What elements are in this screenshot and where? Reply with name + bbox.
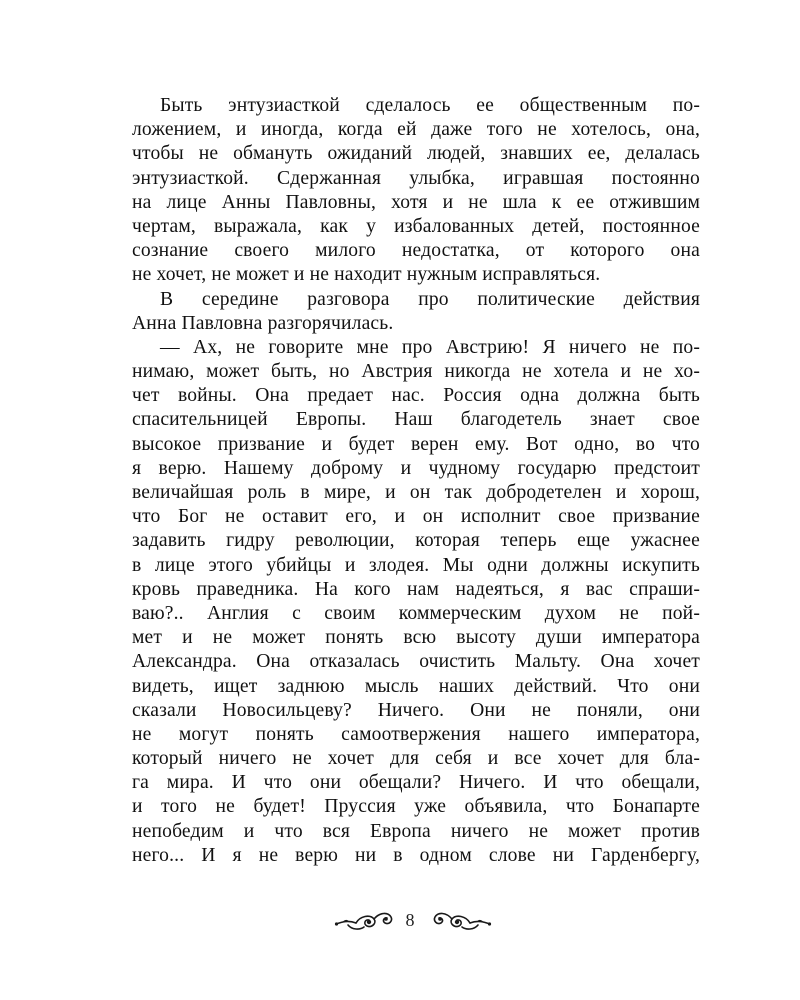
- text-line: Быть энтузиасткой сделалось ее общественным по-: [160, 95, 700, 116]
- text-line: в лице этого убийцы и злодея. Мы одни должны искупить: [132, 554, 700, 576]
- text-line: видеть, ищет заднюю мысль наших действий. Что они: [132, 675, 700, 697]
- text-line: га мира. И что они обещали? Ничего. И что обещали,: [132, 772, 700, 794]
- text-line: ваю?.. Англия с своим коммерческим духом не пой-: [132, 602, 700, 624]
- text-line: В середине разговора про политические действия: [160, 288, 700, 310]
- text-line: мет и не может понять всю высоту души императора: [132, 627, 700, 649]
- text-line: чет войны. Она предает нас. Россия одна должна быть: [132, 385, 700, 407]
- flourish-right-icon: [432, 908, 492, 934]
- text-line: непобедим и что вся Европа ничего не может против: [132, 820, 700, 842]
- text-line: чтобы не обмануть ожиданий людей, знавших ее, делалась: [132, 143, 700, 165]
- text-line: и того не будет! Пруссия уже объявила, что Бонапарте: [132, 796, 700, 818]
- page-footer: [0, 902, 800, 942]
- text-line: который ничего не хочет для себя и все хочет для бла-: [132, 748, 700, 770]
- text-line: нимаю, может быть, но Австрия никогда не хотела и не хо-: [132, 361, 700, 383]
- text-line: не могут понять самоотвержения нашего императора,: [132, 723, 700, 745]
- text-line: высокое призвание и будет верен ему. Вот одно, во что: [132, 433, 700, 455]
- text-line: сознание своего милого недостатка, от которого она: [132, 240, 700, 262]
- text-line: я верю. Нашему доброму и чудному государю предстоит: [132, 457, 700, 479]
- text-line: что Бог не оставит его, и он исполнит свое призвание: [132, 506, 700, 528]
- text-line: кровь праведника. На кого нам надеяться, я вас спраши-: [132, 578, 700, 600]
- text-line: не хочет, не может и не находит нужным исправляться.: [132, 264, 601, 286]
- text-line: ложением, и иногда, когда ей даже того не хотелось, она,: [132, 119, 700, 141]
- text-line: Анна Павловна разгорячилась.: [132, 312, 394, 334]
- text-line: спасительницей Европы. Наш благодетель знает свое: [132, 409, 700, 431]
- text-line: сказали Новосильцеву? Ничего. Они не поняли, они: [132, 699, 700, 721]
- text-line: — Ах, не говорите мне про Австрию! Я ничего не по-: [160, 336, 700, 358]
- text-line: на лице Анны Павловны, хотя и не шла к ее отжившим: [132, 191, 700, 213]
- text-line: энтузиасткой. Сдержанная улыбка, игравшая постоянно: [132, 167, 700, 189]
- page-number: 8: [405, 910, 415, 930]
- body-text: [132, 94, 700, 868]
- text-line: величайшая роль в мире, и он так добродетелен и хорош,: [132, 482, 700, 503]
- text-line: него... И я не верю ни в одном слове ни Гарденбергу,: [132, 844, 700, 866]
- text-line: Александра. Она отказалась очистить Мальту. Она хочет: [132, 651, 700, 673]
- flourish-left-icon: [334, 908, 394, 934]
- text-line: чертам, выражала, как у избалованных детей, постоянное: [132, 215, 700, 237]
- text-line: задавить гидру революции, которая теперь еще ужаснее: [132, 530, 700, 552]
